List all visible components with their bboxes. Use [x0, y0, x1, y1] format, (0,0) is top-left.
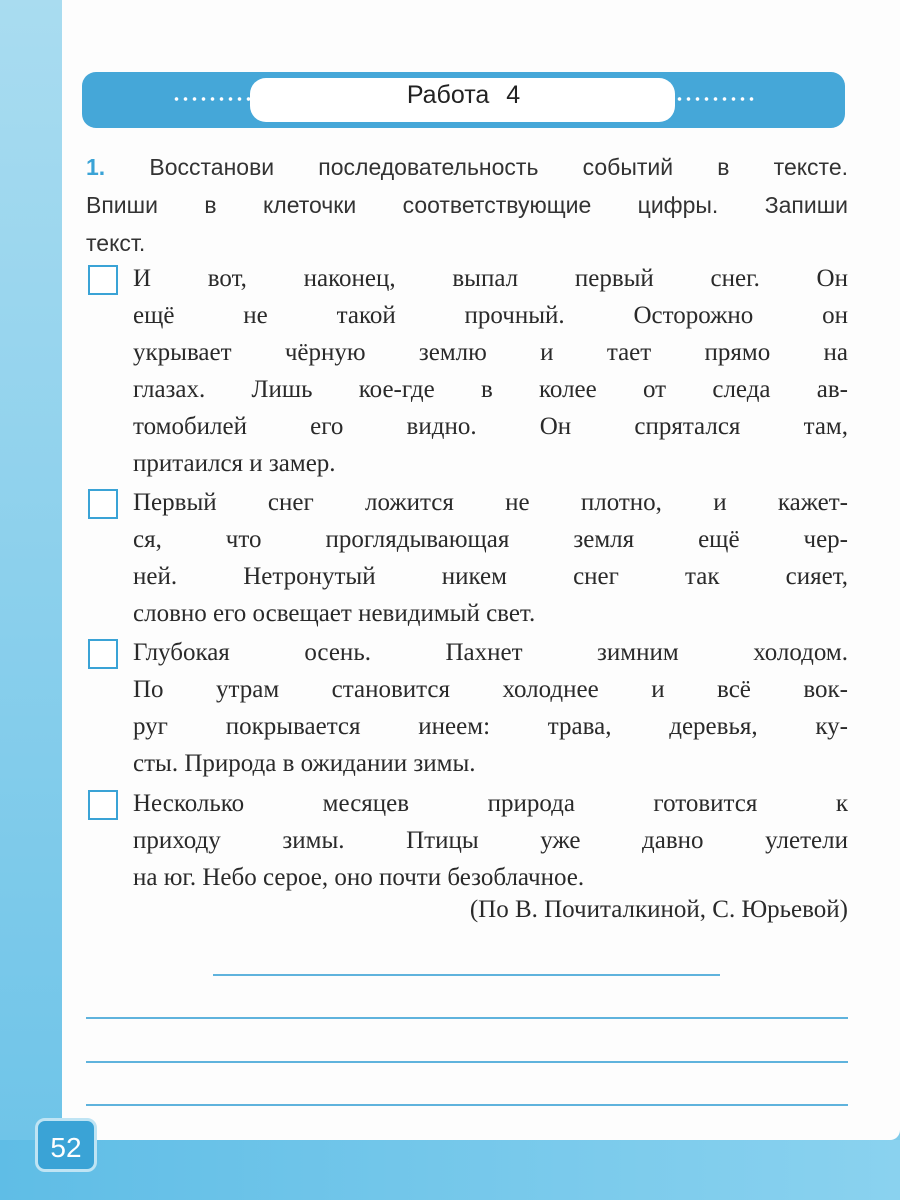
text-line: притаился и замер. [133, 450, 336, 477]
task-line: Восстанови последовательность событий в тексте. [149, 154, 849, 180]
page-number: 52 [35, 1118, 97, 1172]
text-line: ней. Нетронутый никем снег так сияет, [133, 563, 848, 590]
answer-checkbox[interactable] [88, 790, 118, 820]
text-line: руг покрывается инеем: трава, деревья, ку- [133, 713, 848, 740]
text-line: приходу зимы. Птицы уже давно улетели [133, 827, 848, 854]
text-line: глазах. Лишь кое-где в колее от следа ав- [133, 376, 848, 403]
page-title: Работа 4 [406, 81, 521, 109]
text-line: Глубокая осень. Пахнет зимним холодом. [133, 639, 848, 666]
text-line: ся, что проглядывающая земля ещё чер- [133, 526, 848, 553]
text-line: укрывает чёрную землю и тает прямо на [133, 339, 848, 366]
paragraph-1 [86, 260, 848, 482]
task-instruction [86, 148, 848, 262]
text-line: По утрам становится холоднее и всё вок- [133, 676, 848, 703]
author-attribution: (По В. Почиталкиной, С. Юрьевой) [469, 896, 848, 923]
paragraph-4 [86, 785, 848, 896]
paragraph-2 [86, 484, 848, 632]
text-line: словно его освещает невидимый свет. [133, 600, 536, 627]
text-line: на юг. Небо серое, оно почти безоблачное. [133, 864, 585, 891]
section-header [82, 72, 845, 128]
task-number: 1. [86, 154, 106, 180]
task-line: текст. [86, 230, 146, 256]
text-line: Первый снег ложится не плотно, и кажет- [133, 489, 848, 516]
answer-checkbox[interactable] [88, 265, 118, 295]
writing-line[interactable] [86, 1017, 848, 1019]
text-line: ещё не такой прочный. Осторожно он [133, 302, 848, 329]
answer-checkbox[interactable] [88, 489, 118, 519]
text-line: томобилей его видно. Он спрятался там, [133, 413, 848, 440]
answer-checkbox[interactable] [88, 639, 118, 669]
text-line: Несколько месяцев природа готовится к [133, 790, 848, 817]
writing-line[interactable] [86, 1104, 848, 1106]
decorative-leaf-border-bottom [0, 1140, 900, 1200]
decorative-leaf-border-left [0, 0, 62, 1200]
text-line: И вот, наконец, выпал первый снег. Он [133, 265, 848, 292]
writing-line-title[interactable] [213, 974, 720, 976]
writing-line[interactable] [86, 1061, 848, 1063]
paragraph-3 [86, 634, 848, 782]
text-line: сты. Природа в ожидании зимы. [133, 750, 476, 777]
task-line: Впиши в клеточки соответствующие цифры. Запиши [86, 192, 848, 218]
